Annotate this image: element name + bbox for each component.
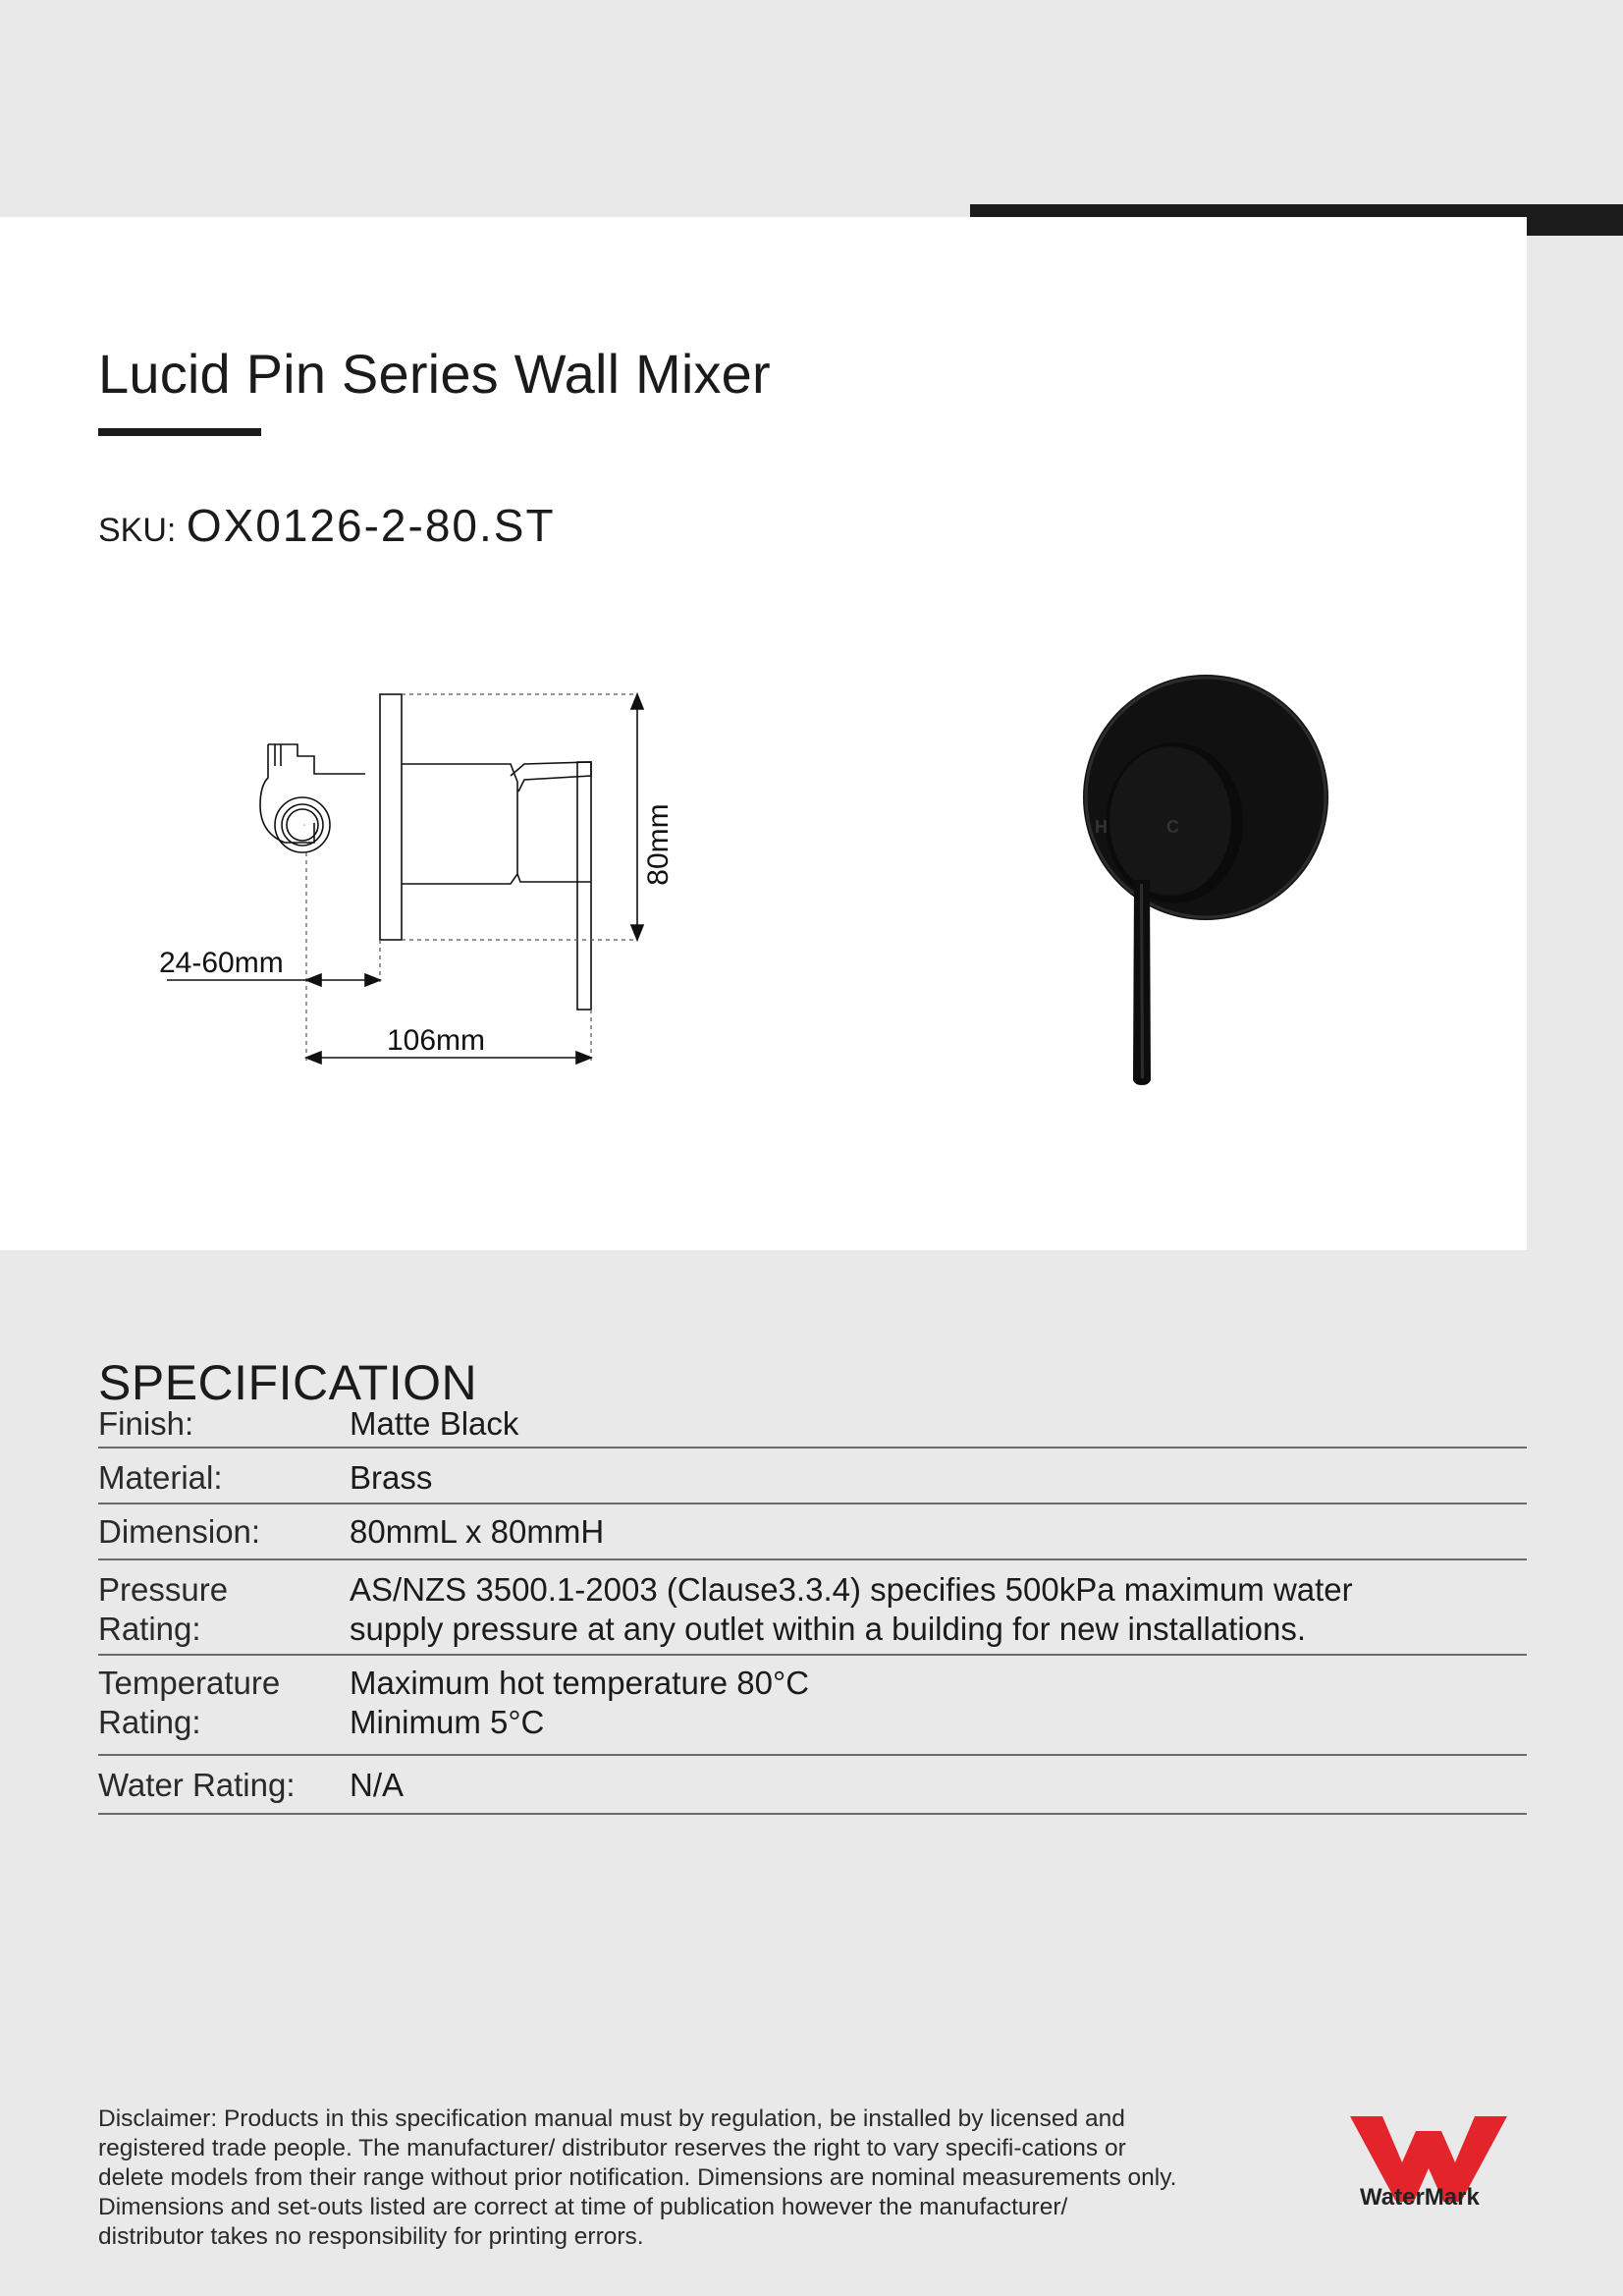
valve-body-outline <box>268 744 365 774</box>
dim-offset-label: 24-60mm <box>159 947 284 979</box>
watermark-logo-text: WaterMark <box>1360 2184 1480 2211</box>
wall-plate <box>380 694 402 940</box>
handle-base <box>517 874 591 882</box>
inlet-outer-ring <box>275 797 330 852</box>
page-title: Lucid Pin Series Wall Mixer <box>98 342 771 405</box>
sku-row <box>98 499 556 552</box>
spec-row-temperature <box>98 1656 1527 1756</box>
product-photo <box>1060 658 1355 1090</box>
spec-value-multiline <box>350 1664 1527 1754</box>
dim-height-label: 80mm <box>642 803 675 886</box>
disclaimer-text: Disclaimer: Products in this specification manual must by regulation, be installed by licensed and registered trade people. The manufacturer/ distributor reserves the right to vary specifi-cations or delete models from their range without prior notification. Dimensions are nominal measurements only. Dimensions and set-outs listed are correct at time of publication however the manufacturer/ distributor takes no responsibility for printing errors. <box>98 2105 1177 2250</box>
title-underline <box>98 428 261 436</box>
spec-value-line: Maximum hot temperature 80°C <box>350 1665 810 1701</box>
lever-profile <box>577 762 591 1010</box>
hot-mark: H <box>1095 817 1108 837</box>
right-strip <box>1527 236 1623 1250</box>
spec-value: N/A <box>350 1767 405 1803</box>
spec-label: Material: <box>98 1459 223 1496</box>
spec-row-pressure <box>98 1560 1527 1656</box>
spec-value: AS/NZS 3500.1-2003 (Clause3.3.4) specifies 500kPa maximum water supply pressure at any outlet within a building for new installations. <box>350 1571 1353 1647</box>
spec-row-water-rating <box>98 1756 1527 1815</box>
cartridge-body <box>402 764 517 884</box>
specification-heading: SPECIFICATION <box>98 1354 478 1410</box>
spec-label: Pressure Rating: <box>98 1571 229 1647</box>
technical-drawing <box>137 678 727 1090</box>
sku-label: SKU: <box>98 512 177 549</box>
spec-label: Water Rating: <box>98 1767 296 1803</box>
cold-mark: C <box>1166 817 1179 837</box>
spec-row-finish <box>98 1394 1527 1449</box>
spec-row-material <box>98 1449 1527 1504</box>
spec-row-dimension <box>98 1504 1527 1560</box>
dim-depth-label: 106mm <box>387 1024 486 1057</box>
handle-top <box>511 762 591 792</box>
spec-value: 80mmL x 80mmH <box>350 1513 605 1550</box>
spec-label: Dimension: <box>98 1513 261 1550</box>
top-band <box>0 0 1623 217</box>
specification-table <box>98 1394 1527 1815</box>
inlet-mid-ring <box>282 804 323 846</box>
spec-value: Matte Black <box>350 1405 519 1442</box>
spec-label: Temperature Rating: <box>98 1665 281 1740</box>
sku-value: OX0126-2-80.ST <box>186 500 556 551</box>
spec-value: Brass <box>350 1459 433 1496</box>
spec-label: Finish: <box>98 1405 194 1442</box>
spec-value-line: Minimum 5°C <box>350 1704 545 1740</box>
